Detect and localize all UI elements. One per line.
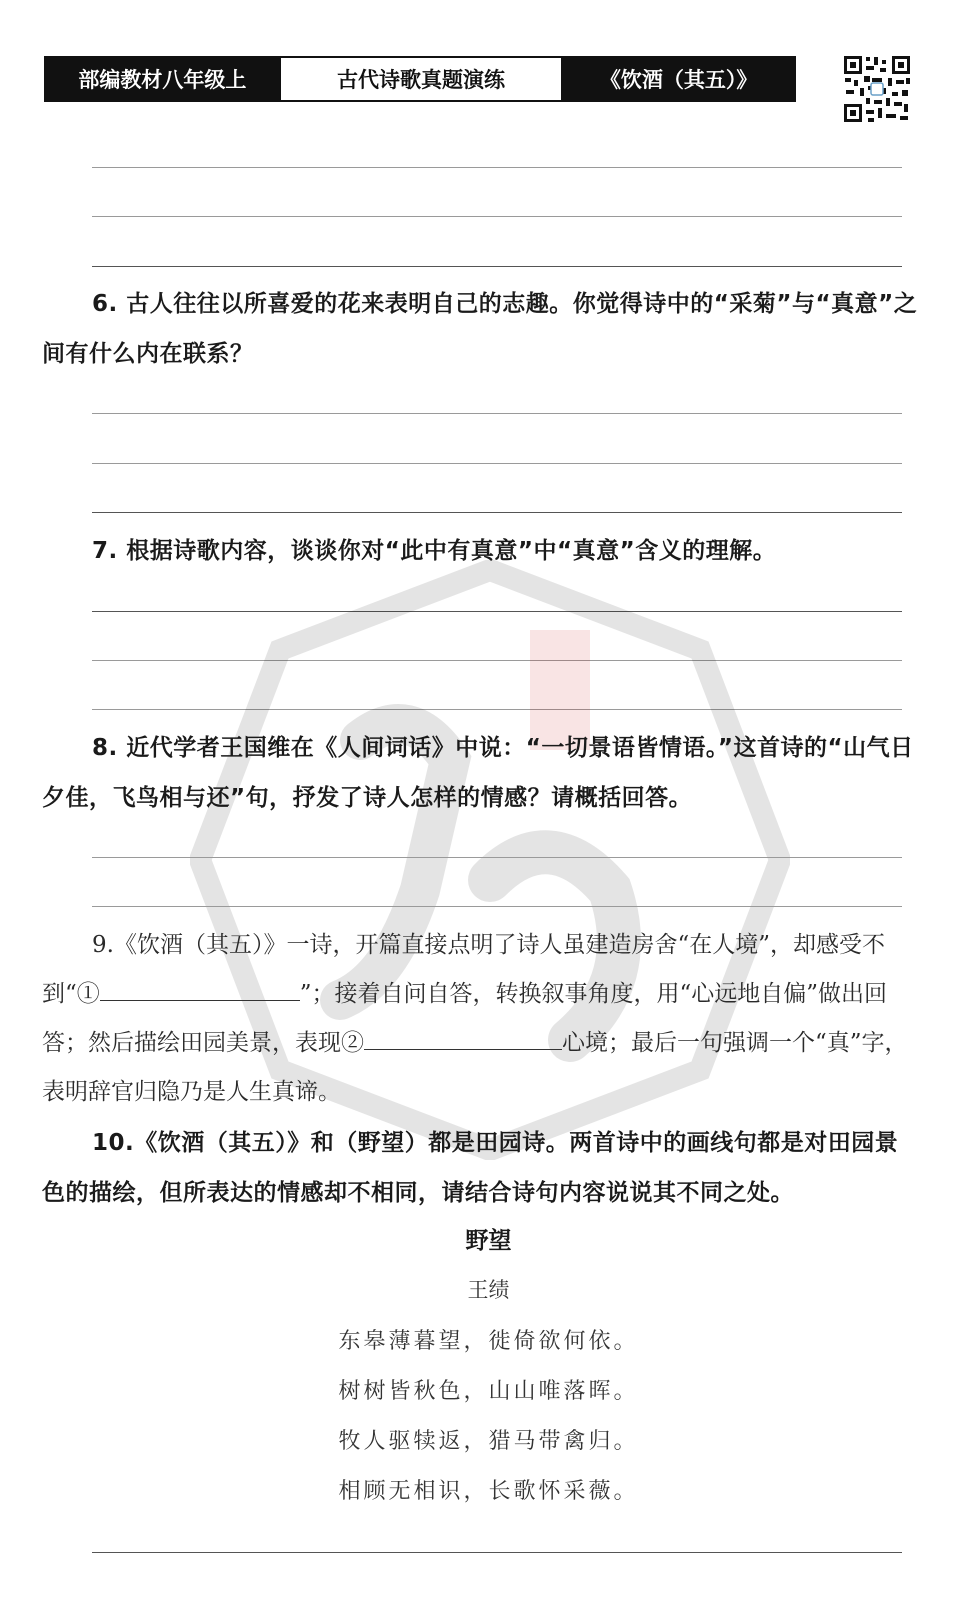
question-9-part2: ”；接着自问自答，转换叙事角度，用“心远地自偏”做出回答；然后描绘田园美景，表现②	[42, 981, 888, 1056]
answer-line	[92, 266, 902, 267]
question-9-part1: 9.《饮酒（其五）》一诗，开篇直接点明了诗人虽建造房舍“在人境”，却感受不到“①	[42, 932, 885, 1007]
header-poem-title: 《饮酒（其五）》	[563, 58, 794, 100]
answer-line	[92, 1552, 902, 1553]
header-grade-label: 部编教材八年级上	[46, 58, 279, 100]
header-bar	[44, 56, 796, 102]
question-9	[42, 921, 918, 1117]
question-9-part3: 心境；最后一句强调一个“真”字，表明辞官归隐乃是人生真谛。	[42, 1030, 908, 1105]
answer-line	[92, 413, 902, 414]
answer-line	[92, 906, 902, 907]
fill-blank-2[interactable]	[364, 1021, 562, 1050]
poem-line: 牧人驱犊返，猎马带禽归。	[338, 1429, 639, 1454]
question-8: 8. 近代学者王国维在《人间词话》中说：“一切景语皆情语。”这首诗的“山气日夕佳，飞鸟相与还”句，抒发了诗人怎样的情感？请概括回答。	[42, 735, 914, 811]
poem-line: 东皋薄暮望，徙倚欲何依。	[338, 1329, 639, 1354]
fill-blank-1[interactable]	[100, 972, 300, 1001]
qr-code-icon	[842, 54, 912, 124]
poem-line: 树树皆秋色，山山唯落晖。	[338, 1379, 639, 1404]
question-10: 10.《饮酒（其五）》和（野望）都是田园诗。两首诗中的画线句都是对田园景色的描绘，但所表达的情感却不相同，请结合诗句内容说说其不同之处。	[42, 1130, 899, 1206]
header-topic-label: 古代诗歌真题演练	[279, 58, 563, 100]
poem-title: 野望	[465, 1228, 512, 1254]
poem-line: 相顾无相识，长歌怀采薇。	[338, 1479, 639, 1504]
answer-line	[92, 512, 902, 513]
answer-line	[92, 857, 902, 858]
question-6: 6. 古人往往以所喜爱的花来表明自己的志趣。你觉得诗中的“采菊”与“真意”之间有什么内在联系？	[42, 291, 918, 367]
poem-author: 王绩	[467, 1278, 510, 1302]
answer-line	[92, 216, 902, 217]
question-7: 7. 根据诗歌内容，谈谈你对“此中有真意”中“真意”含义的理解。	[92, 538, 777, 564]
answer-line	[92, 167, 902, 168]
answer-line	[92, 463, 902, 464]
